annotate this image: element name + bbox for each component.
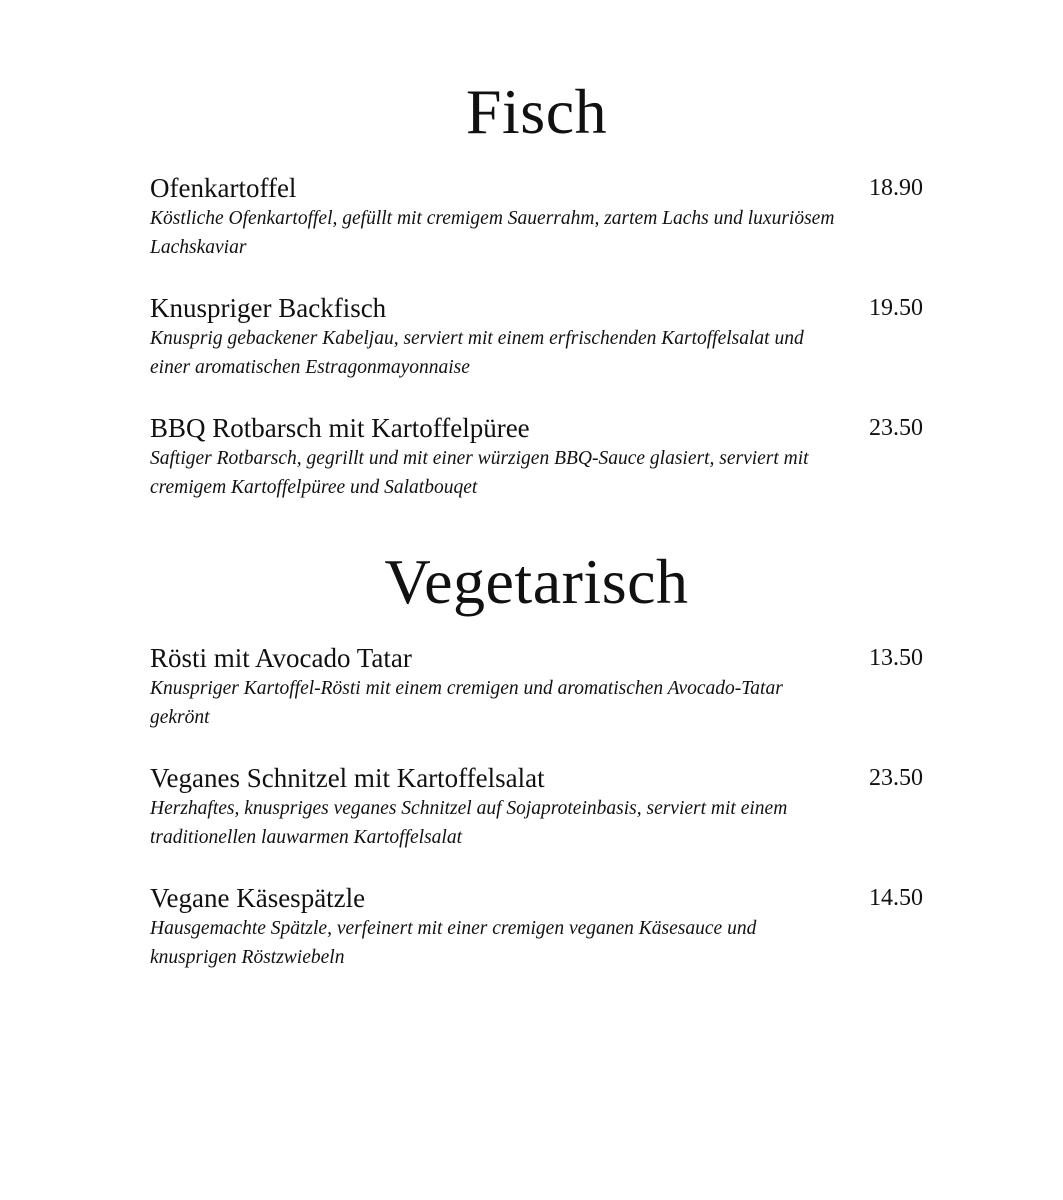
item-price: 19.50 — [869, 295, 923, 321]
item-description: Knuspriger Kartoffel-Rösti mit einem cremigen und aromatischen Avocado-Tatar gekrönt — [150, 678, 783, 728]
menu-item — [150, 762, 923, 852]
item-name: Knuspriger Backfisch — [150, 293, 387, 323]
item-name: Rösti mit Avocado Tatar — [150, 643, 412, 673]
item-list — [150, 642, 923, 972]
section-vegetarisch — [150, 546, 923, 972]
section-fisch — [150, 76, 923, 502]
item-price: 14.50 — [869, 885, 923, 911]
menu — [150, 76, 923, 972]
menu-item — [150, 642, 923, 732]
item-description: Herzhaftes, knuspriges veganes Schnitzel auf Sojaproteinbasis, serviert mit einem traditionellen lauwarmen Kartoffelsalat — [150, 798, 788, 848]
item-name: Veganes Schnitzel mit Kartoffelsalat — [150, 763, 545, 793]
section-title: Vegetarisch — [384, 546, 689, 617]
menu-item — [150, 882, 923, 972]
item-name: Vegane Käsespätzle — [150, 883, 366, 913]
item-price: 13.50 — [869, 645, 923, 671]
item-name: Ofenkartoffel — [150, 173, 297, 203]
item-description: Hausgemachte Spätzle, verfeinert mit einer cremigen veganen Käsesauce und knusprigen Röstzwiebeln — [150, 918, 757, 968]
item-name: BBQ Rotbarsch mit Kartoffelpüree — [150, 413, 530, 443]
menu-item — [150, 412, 923, 502]
menu-item — [150, 172, 923, 262]
menu-item — [150, 292, 923, 382]
item-list — [150, 172, 923, 502]
item-description: Köstliche Ofenkartoffel, gefüllt mit cremigem Sauerrahm, zartem Lachs und luxuriösem Lachskaviar — [150, 208, 835, 258]
item-price: 23.50 — [869, 765, 923, 791]
item-price: 23.50 — [869, 415, 923, 441]
item-price: 18.90 — [869, 175, 923, 201]
item-description: Saftiger Rotbarsch, gegrillt und mit einer würzigen BBQ-Sauce glasiert, serviert mit cremigem Kartoffelpüree und Salatbouqet — [150, 448, 809, 498]
item-description: Knusprig gebackener Kabeljau, serviert mit einem erfrischenden Kartoffelsalat und einer aromatischen Estragonmayonnaise — [150, 328, 804, 378]
section-title: Fisch — [465, 76, 608, 147]
